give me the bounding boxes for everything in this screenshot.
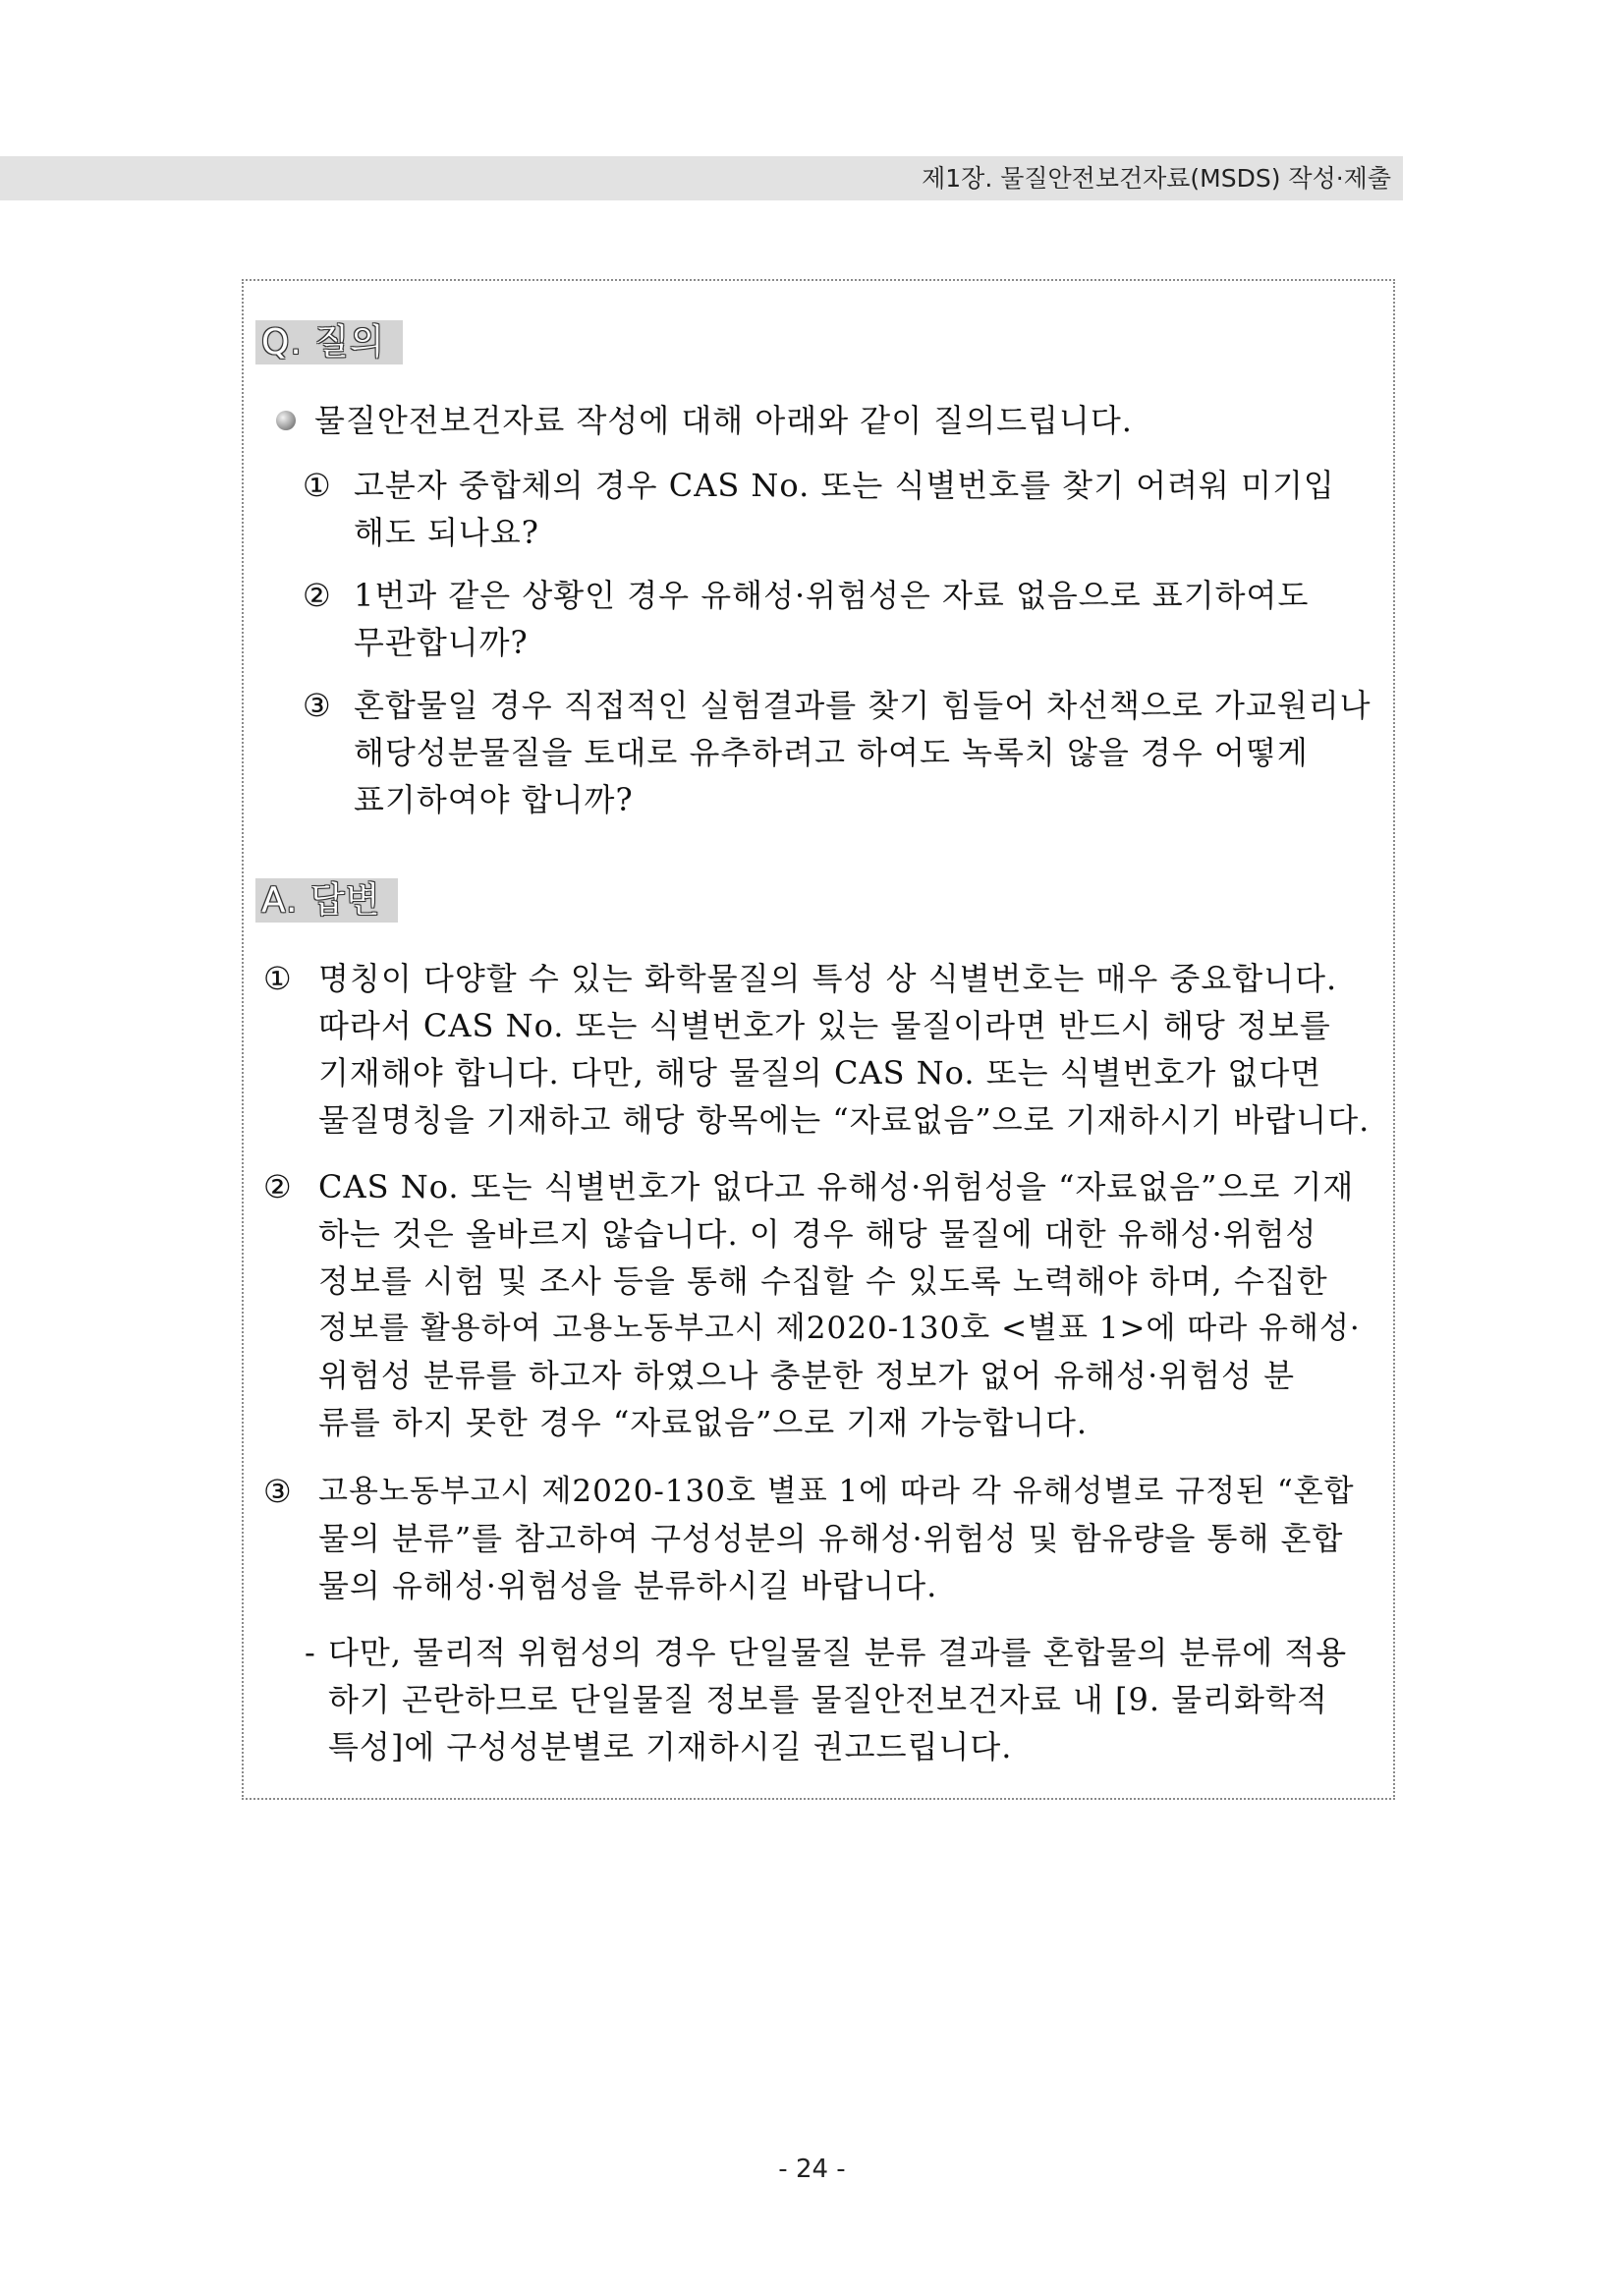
answer-item-line: 물의 유해성·위험성을 분류하시길 바랍니다.	[318, 1567, 938, 1604]
question-item-number: ①	[303, 467, 331, 504]
answer-item-line: 류를 하지 못한 경우 “자료없음”으로 기재 가능합니다.	[318, 1404, 1089, 1441]
chapter-title: 제1장. 물질안전보건자료(MSDS) 작성·제출	[922, 164, 1391, 193]
qa-box	[242, 279, 1395, 1800]
question-item-line: 1번과 같은 상황인 경우 유해성·위험성은 자료 없음으로 표기하여도	[354, 577, 1310, 614]
answer-item-line: 위험성 분류를 하고자 하였으나 충분한 정보가 없어 유해성·위험성 분	[318, 1357, 1296, 1394]
question-item-line: 혼합물일 경우 직접적인 실험결과를 찾기 힘들어 차선책으로 가교원리나	[354, 687, 1372, 724]
question-item-line: 표기하여야 합니까?	[354, 781, 634, 818]
note-line: 하기 곤란하므로 단일물질 정보를 물질안전보건자료 내 [9. 물리화학적	[328, 1681, 1328, 1718]
answer-item-line: CAS No. 또는 식별번호가 없다고 유해성·위험성을 “자료없음”으로 기재	[318, 1168, 1355, 1205]
answer-tag: A. 답변	[255, 878, 398, 923]
answer-item-line: 하는 것은 올바르지 않습니다. 이 경우 해당 물질에 대한 유해성·위험성	[318, 1215, 1317, 1253]
page-number: - 24 -	[778, 2155, 846, 2184]
answer-item-line: 물의 분류”를 참고하여 구성성분의 유해성·위험성 및 함유량을 통해 혼합	[318, 1520, 1344, 1557]
chapter-header-band	[0, 156, 1403, 200]
question-item-line: 고분자 중합체의 경우 CAS No. 또는 식별번호를 찾기 어려워 미기입	[354, 467, 1335, 504]
note-line: 특성]에 구성성분별로 기재하시길 권고드립니다.	[328, 1728, 1013, 1765]
question-tag: Q. 질의	[255, 320, 403, 364]
question-item-number: ③	[303, 687, 331, 724]
answer-item-line: 정보를 활용하여 고용노동부고시 제2020-130호 <별표 1>에 따라 유해성·	[318, 1311, 1361, 1346]
note-line: 다만, 물리적 위험성의 경우 단일물질 분류 결과를 혼합물의 분류에 적용	[328, 1634, 1348, 1671]
answer-item-line: 물질명칭을 기재하고 해당 항목에는 “자료없음”으로 기재하시기 바랍니다.	[318, 1101, 1371, 1139]
answer-item-line: 따라서 CAS No. 또는 식별번호가 있는 물질이라면 반드시 해당 정보를	[318, 1007, 1331, 1044]
bullet-circle-icon	[276, 411, 296, 430]
answer-item-line: 정보를 시험 및 조사 등을 통해 수집할 수 있도록 노력해야 하며, 수집한	[318, 1262, 1328, 1300]
answer-item-line: 고용노동부고시 제2020-130호 별표 1에 따라 각 유해성별로 규정된 “혼합	[318, 1474, 1355, 1509]
question-item-line: 무관합니까?	[354, 624, 529, 661]
question-item-line: 해도 되나요?	[354, 514, 539, 551]
answer-item-line: 기재해야 합니다. 다만, 해당 물질의 CAS No. 또는 식별번호가 없다면	[318, 1054, 1322, 1092]
question-item-number: ②	[303, 577, 331, 614]
answer-item-number: ①	[263, 960, 292, 997]
question-intro: 물질안전보건자료 작성에 대해 아래와 같이 질의드립니다.	[314, 402, 1133, 439]
answer-item-number: ③	[263, 1473, 292, 1510]
question-item-line: 해당성분물질을 토대로 유추하려고 하여도 녹록치 않을 경우 어떻게	[354, 734, 1309, 771]
answer-item-number: ②	[263, 1168, 292, 1205]
answer-item-line: 명칭이 다양할 수 있는 화학물질의 특성 상 식별번호는 매우 중요합니다.	[318, 960, 1338, 997]
note-dash: -	[305, 1634, 315, 1671]
